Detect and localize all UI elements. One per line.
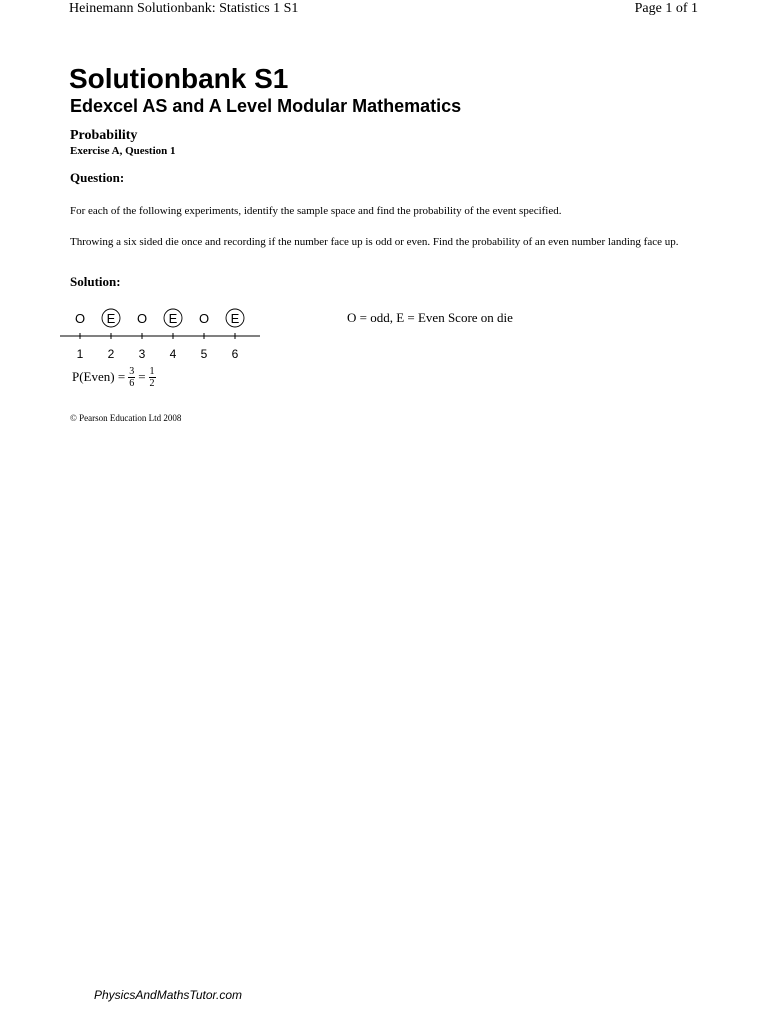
probability-formula — [72, 362, 159, 392]
equals-sign: = — [138, 369, 146, 384]
exercise-label: Exercise A, Question 1 — [70, 145, 176, 157]
document-title: Solutionbank S1 — [69, 63, 289, 94]
question-instruction: For each of the following experiments, identify the sample space and find the probability of the event specified. — [70, 205, 562, 217]
page-number: Page 1 of 1 — [634, 1, 698, 16]
odd-outcome-label: O — [198, 311, 210, 326]
die-score-label: 6 — [231, 347, 239, 361]
even-outcome-label: E — [106, 311, 116, 326]
question-heading: Question: — [70, 170, 125, 185]
fraction-one-half — [149, 366, 156, 389]
topic-heading: Probability — [70, 128, 138, 143]
fraction-denominator: 6 — [129, 377, 135, 389]
document-subtitle: Edexcel AS and A Level Modular Mathematics — [70, 96, 462, 116]
die-score-label: 4 — [169, 347, 177, 361]
fraction-denominator: 2 — [149, 377, 155, 389]
question-text: Throwing a six sided die once and recording if the number face up is odd or even. Find the probability of an even number landing face up. — [70, 236, 679, 248]
even-outcome-label: E — [230, 311, 240, 326]
footer-website[interactable]: PhysicsAndMathsTutor.com — [94, 988, 243, 1002]
formula-lhs: P(Even) = — [72, 369, 126, 384]
die-score-label: 1 — [76, 347, 84, 361]
die-score-label: 2 — [107, 347, 115, 361]
page-header-title: Heinemann Solutionbank: Statistics 1 S1 — [69, 1, 299, 16]
legend-key: O = odd, E = Even Score on die — [347, 310, 513, 325]
odd-outcome-label: O — [136, 311, 148, 326]
even-outcome-label: E — [168, 311, 178, 326]
solution-heading: Solution: — [70, 274, 121, 289]
die-score-label: 3 — [138, 347, 146, 361]
copyright-notice: © Pearson Education Ltd 2008 — [70, 413, 182, 423]
fraction-three-sixths — [128, 366, 135, 389]
die-score-label: 5 — [200, 347, 208, 361]
fraction-numerator: 3 — [129, 365, 135, 377]
fraction-numerator: 1 — [149, 365, 155, 377]
odd-outcome-label: O — [74, 311, 86, 326]
